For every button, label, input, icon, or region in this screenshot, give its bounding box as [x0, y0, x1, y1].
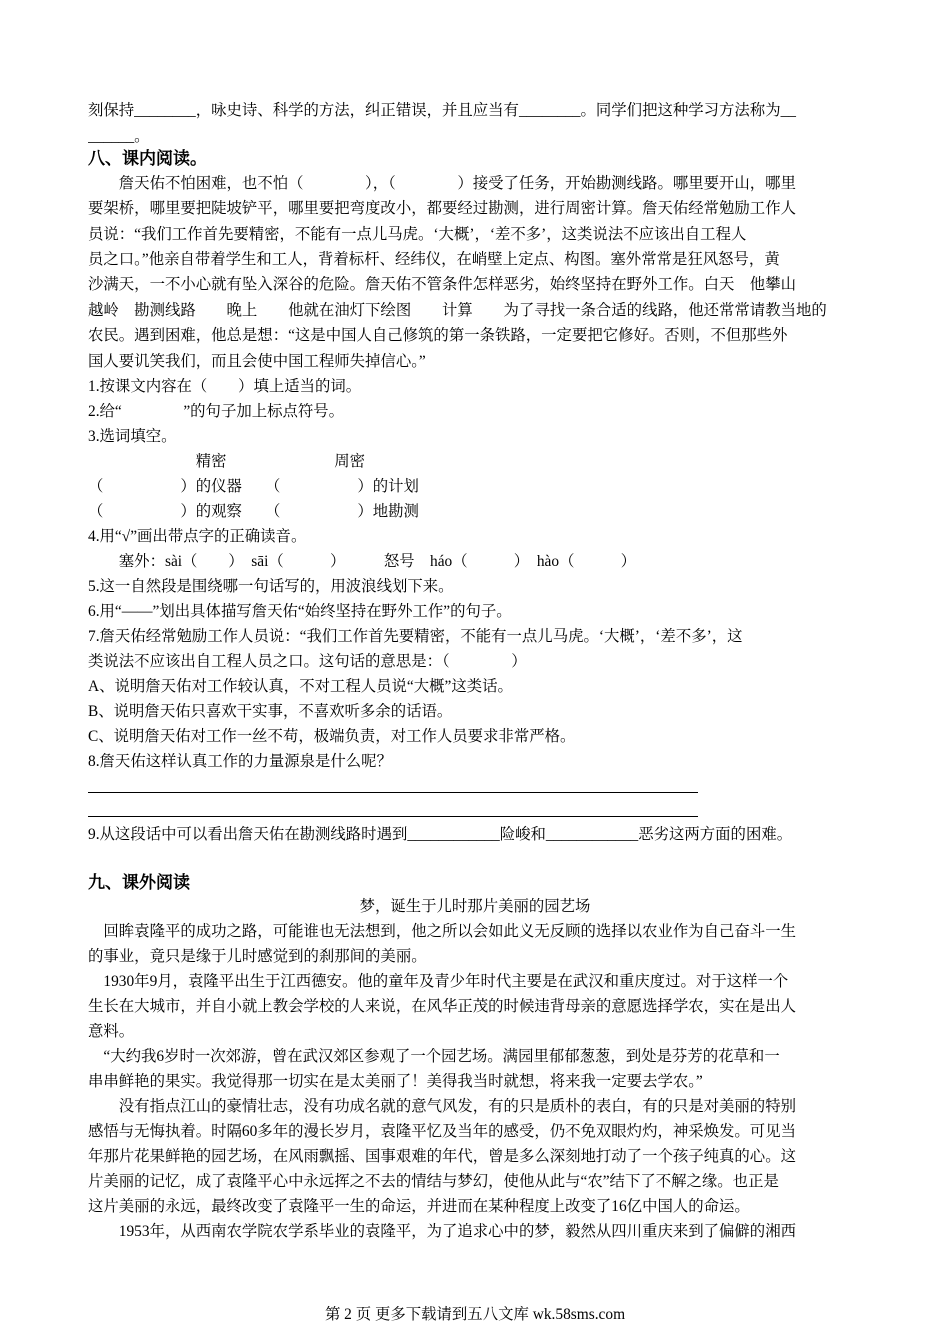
question-line: B、说明詹天佑只喜欢干实事，不喜欢听多余的话语。	[88, 703, 453, 720]
passage-line: 串串鲜艳的果实。我觉得那一切实在是太美丽了！美得我当时就想，将来我一定要去学农。”	[88, 1073, 703, 1090]
passage-line: 没有指点江山的豪情壮志，没有功成名就的意气风发，有的只是质朴的表白，有的只是对美丽的特别	[88, 1098, 796, 1115]
passage-line: 片美丽的记忆，成了袁隆平心中永远挥之不去的情结与梦幻，使他从此与“农”结下了不解之缘。也正是	[88, 1173, 779, 1190]
question-line: 5.这一自然段是围绕哪一句话写的，用波浪线划下来。	[88, 578, 454, 595]
passage-line: 年那片花果鲜艳的园艺场，在风雨飘摇、国事艰难的年代，曾是多么深刻地打动了一个孩子纯真的心。这	[88, 1148, 796, 1165]
text-line: ______。	[88, 128, 150, 145]
passage-line: 越岭 勘测线路 晚上 他就在油灯下绘图 计算 为了寻找一条合适的线路，他还常常请教当地的	[88, 302, 827, 319]
question-line: 6.用“——”划出具体描写詹天佑“始终坚持在野外工作”的句子。	[88, 603, 512, 620]
question-line: 3.选词填空。	[88, 428, 177, 445]
question-line: 2.给“ ”的句子加上标点符号。	[88, 403, 345, 420]
question-line: 塞外：sài（ ） sāi（ ） 怒号 háo（ ） hào（ ）	[88, 553, 637, 570]
passage-line: 生长在大城市，并自小就上教会学校的人来说，在风华正茂的时候违背母亲的意愿选择学农，实在是出人	[88, 998, 796, 1015]
question-line: A、说明詹天佑对工作较认真，不对工程人员说“大概”这类话。	[88, 678, 513, 695]
question-line: 1.按课文内容在（ ）填上适当的词。	[88, 378, 362, 395]
question-line: 精密 周密	[88, 453, 366, 470]
passage-line: 意料。	[88, 1023, 135, 1040]
question-line: 7.詹天佑经常勉励工作人员说：“我们工作首先要精密，不能有一点儿马虎。‘大概’，‘差不多’，这	[88, 628, 743, 645]
passage-line: 詹天佑不怕困难，也不怕（ ），（ ）接受了任务，开始勘测线路。哪里要开山，哪里	[88, 175, 796, 192]
passage-line: 沙满天，一不小心就有坠入深谷的危险。詹天佑不管条件怎样恶劣，始终坚持在野外工作。白天 他攀山	[88, 276, 796, 293]
answer-blank-line	[88, 792, 698, 793]
article-title: 梦，诞生于儿时那片美丽的园艺场	[359, 898, 591, 915]
question-line: （ ）的仪器 （ ）的计划	[88, 478, 419, 495]
passage-line: 回眸袁隆平的成功之路，可能谁也无法想到，他之所以会如此义无反顾的选择以农业作为自己奋斗一生	[88, 923, 796, 940]
question-line: 8.詹天佑这样认真工作的力量源泉是什么呢？	[88, 753, 392, 770]
passage-line: 1930年9月，袁隆平出生于江西德安。他的童年及青少年时代主要是在武汉和重庆度过。对于这样一个	[88, 973, 789, 990]
question-line: 4.用“√”画出带点字的正确读音。	[88, 528, 307, 545]
passage-line: 国人要讥笑我们，而且会使中国工程师失掉信心。”	[88, 353, 426, 370]
passage-line: “大约我6岁时一次郊游，曾在武汉郊区参观了一个园艺场。满园里郁郁葱葱，到处是芬芳的花草和一	[88, 1048, 780, 1065]
answer-blank-line	[88, 816, 698, 817]
passage-line: 员说：“我们工作首先要精密，不能有一点儿马虎。‘大概’，‘差不多’，这类说法不应该出自工程人	[88, 226, 747, 243]
section-heading-9: 九、课外阅读	[88, 873, 190, 893]
section-heading-8: 八、课内阅读。	[88, 149, 207, 169]
question-line: 9.从这段话中可以看出詹天佑在勘测线路时遇到____________险峻和____________恶劣这两方面的困难。	[88, 826, 793, 843]
passage-line: 的事业，竟只是缘于儿时感觉到的刹那间的美丽。	[88, 948, 427, 965]
passage-line: 1953年，从西南农学院农学系毕业的袁隆平，为了追求心中的梦，毅然从四川重庆来到了偏僻的湘西	[88, 1223, 796, 1240]
question-line: C、说明詹天佑对工作一丝不苟，极端负责，对工作人员要求非常严格。	[88, 728, 576, 745]
text-line: 刻保持________，咏史诗、科学的方法，纠正错误，并且应当有________。同学们把这种学习方法称为__	[88, 102, 796, 119]
question-line: 类说法不应该出自工程人员之口。这句话的意思是：（ ）	[88, 653, 527, 670]
passage-line: 要架桥，哪里要把陡坡铲平，哪里要把弯度改小，都要经过勘测，进行周密计算。詹天佑经常勉励工作人	[88, 200, 796, 217]
passage-line: 感悟与无悔执着。时隔60多年的漫长岁月，袁隆平忆及当年的感受，仍不免双眼灼灼，神采焕发。可见当	[88, 1123, 796, 1140]
question-line: （ ）的观察 （ ）地勘测	[88, 503, 419, 520]
page-footer[interactable]: 第 2 页 更多下载请到五八文库 wk.58sms.com	[324, 1306, 626, 1323]
passage-line: 农民。遇到困难，他总是想：“这是中国人自己修筑的第一条铁路，一定要把它修好。否则，不但那些外	[88, 327, 788, 344]
passage-line: 这片美丽的永远，最终改变了袁隆平一生的命运，并进而在某种程度上改变了16亿中国人的命运。	[88, 1198, 750, 1215]
passage-line: 员之口。”他亲自带着学生和工人，背着标杆、经纬仪，在峭壁上定点、构图。塞外常常是狂风怒号，黄	[88, 251, 780, 268]
